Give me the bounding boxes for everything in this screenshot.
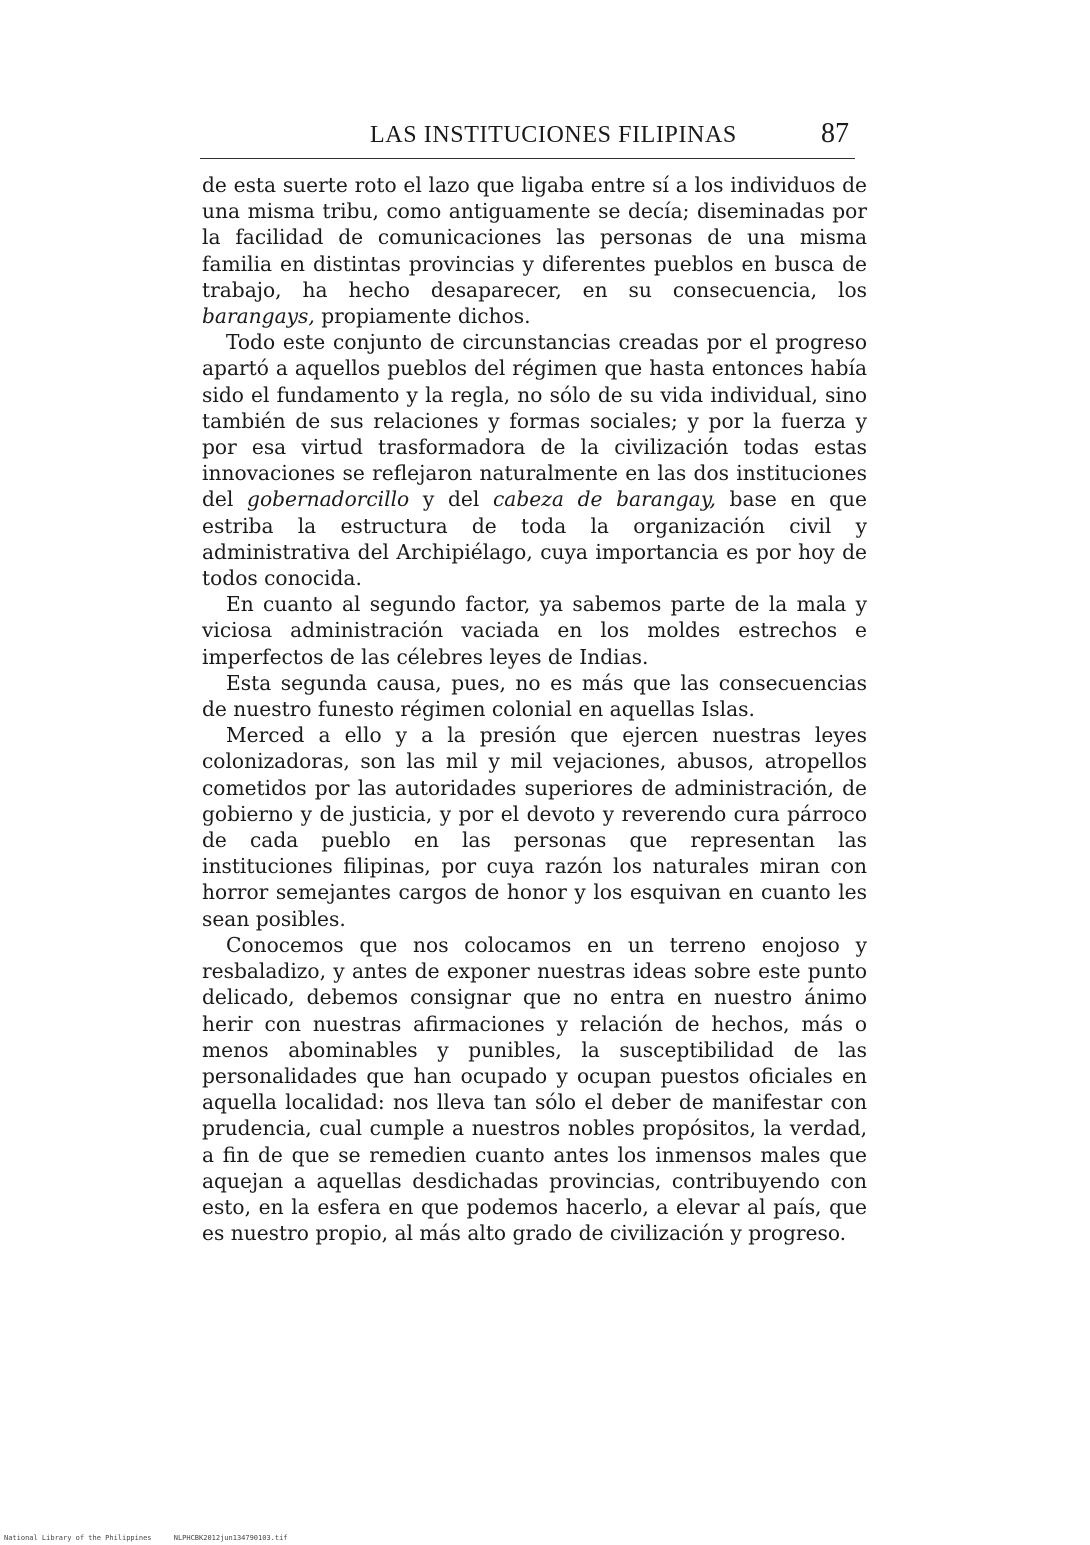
scan-footer <box>4 1534 288 1542</box>
library-credit: National Library of the Philippines <box>4 1534 152 1542</box>
running-title: LAS INSTITUCIONES FILIPINAS <box>370 122 737 148</box>
paragraph <box>202 932 867 1246</box>
paragraph <box>202 172 867 329</box>
text-run: En cuanto al segundo factor, ya sabemos parte de la mala y viciosa administración vaciada en los moldes estrechos e imperfectos de las célebres leyes de Indias. <box>202 592 867 669</box>
text-run: Conocemos que nos colocamos en un terreno enojoso y resbaladizo, y antes de exponer nuestras ideas sobre este punto delicado, debemos consignar que no entra en nuestro ánimo herir con nuestras afirmaciones y relación de hechos, más o menos abominables y punibles, la susceptibilidad de las personalidades que han ocupado y ocupan puestos oficiales en aquella localidad: nos lleva tan sólo el deber de manifestar con prudencia, cual cumple a nuestros nobles propósitos, la verdad, a fin de que se remedien cuanto antes los inmensos males que aquejan a aquellas desdichadas provincias, contribuyendo con esto, en la esfera en que podemos hacerlo, a elevar al país, que es nuestro propio, al más alto grado de civilización y progreso. <box>202 932 867 1246</box>
paragraph <box>202 670 867 722</box>
text-run: base en que estriba la estructura de toda la organización civil y administrativa del Archipiélago, cuya importancia es por hoy de todos conocida. <box>202 487 867 591</box>
paragraph <box>202 722 867 932</box>
italic-term: barangays, <box>202 304 315 329</box>
text-run: de esta suerte roto el lazo que ligaba entre sí a los individuos de una misma tribu, como antiguamente se decía; diseminadas por la facilidad de comunicaciones las personas de una misma familia en distintas provincias y diferentes pueblos en busca de trabajo, ha hecho desaparecer, en su consecuencia, los <box>202 173 867 302</box>
italic-term: gobernadorcillo <box>247 487 410 512</box>
paragraph <box>202 329 867 591</box>
body-text <box>202 172 867 1246</box>
text-run: y del <box>409 487 493 512</box>
text-run: Esta segunda causa, pues, no es más que las consecuencias de nuestro funesto régimen colonial en aquellas Islas. <box>202 670 867 722</box>
header-rule <box>200 158 855 159</box>
text-run: propiamente dichos. <box>314 304 531 329</box>
paragraph <box>202 591 867 670</box>
page-header <box>202 112 855 158</box>
page-number: 87 <box>821 118 849 149</box>
scan-id: NLPHCBK2012jun134790103.tif <box>173 1534 288 1542</box>
italic-term: cabeza de barangay, <box>493 487 716 512</box>
text-run: Merced a ello y a la presión que ejercen nuestras leyes colonizadoras, son las mil y mil vejaciones, abusos, atropellos cometidos por las autoridades superiores de administración, de gobierno y de justicia, y por el devoto y reverendo cura párroco de cada pueblo en las personas que representan las instituciones filipinas, por cuya razón los naturales miran con horror semejantes cargos de honor y los esquivan en cuanto les sean posibles. <box>202 723 867 931</box>
text-run: Todo este conjunto de circunstancias creadas por el progreso apartó a aquellos pueblos del régimen que hasta entonces había sido el fundamento y la regla, no sólo de su vida individual, sino también de sus relaciones y formas sociales; y por la fuerza y por esa virtud trasformadora de la civilización todas estas innovaciones se reflejaron naturalmente en las dos instituciones del <box>202 330 867 512</box>
